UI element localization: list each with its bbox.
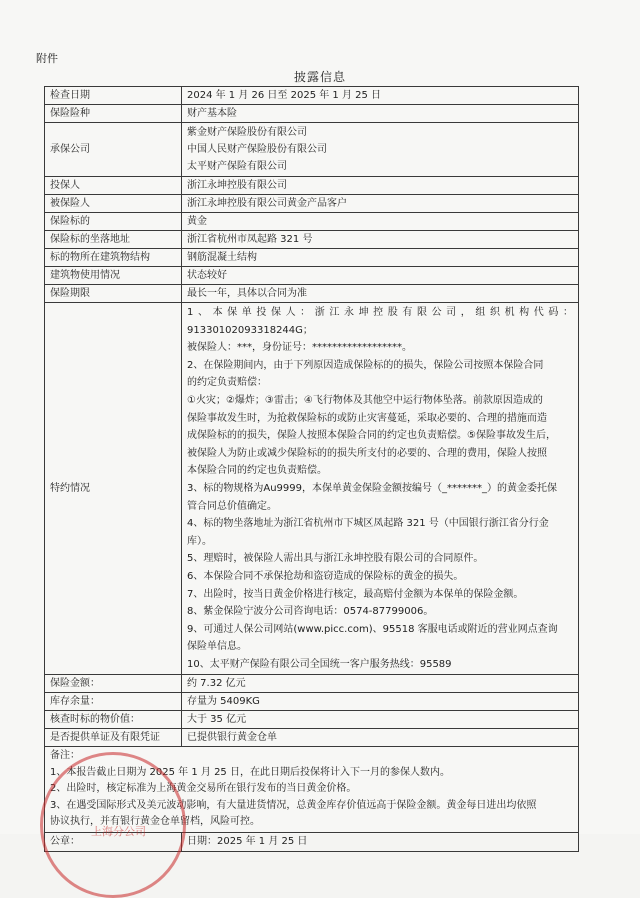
clause-line: 的约定负责赔偿： xyxy=(187,377,267,389)
cell-label: 检查日期 xyxy=(45,87,182,105)
clause-line: 9、可通过人保公司网站(www.picc.com)、95518 客服电话或附近的营业网点查询 xyxy=(187,623,558,635)
note-line: 1、本报告截止日期为 2025 年 1 月 25 日，在此日期后投保将计入下一月的参保人数内。 xyxy=(50,766,450,778)
clause-line: 8、紫金保险宁波分公司咨询电话：0574-87799006。 xyxy=(187,606,434,618)
row-stock xyxy=(45,693,579,711)
cell-value: 钢筋混凝土结构 xyxy=(182,249,579,267)
seal-text: 上海分公司 xyxy=(91,825,146,838)
cell-value: 浙江省杭州市凤起路 321 号 xyxy=(182,231,579,249)
row-location xyxy=(45,231,579,249)
insurer-line: 紫金财产保险股份有限公司 xyxy=(187,127,307,138)
row-policyholder xyxy=(45,177,579,195)
clause-line: 5、理赔时，被保险人需出具与浙江永坤控股有限公司的合同原件。 xyxy=(187,553,484,565)
cell-label: 被保险人 xyxy=(45,195,182,213)
cell-value: 约 7.32 亿元 xyxy=(182,675,579,693)
clause-line: 库）。 xyxy=(187,535,212,547)
clause-line: 3、标的物规格为Au9999，本保单黄金保险金额按编号（_*******_）的黄金委托保 xyxy=(187,482,557,494)
cell-value: 黄金 xyxy=(182,213,579,231)
clause-line: 被保险人为防止或减少保险标的的损失所支付的必要的、合理的费用，保险人按照 xyxy=(187,447,547,459)
row-notes xyxy=(45,747,579,833)
row-insured xyxy=(45,195,579,213)
cell-label: 是否提供单证及有限凭证 xyxy=(45,729,182,747)
cell-value: 大于 35 亿元 xyxy=(182,711,579,729)
clause-line: 保险单信息。 xyxy=(187,641,247,653)
note-line: 2、出险时，核定标准为上海黄金交易所在银行发布的当日黄金价格。 xyxy=(50,783,357,795)
row-special-terms xyxy=(45,303,579,675)
cell-label: 承保公司 xyxy=(45,123,182,177)
row-period xyxy=(45,285,579,303)
cell-value: 已提供银行黄金仓单 xyxy=(182,729,579,747)
disclosure-table xyxy=(44,86,579,852)
clause-line: ①火灾；②爆炸；③雷击；④飞行物体及其他空中运行物体坠落。前款原因造成的 xyxy=(187,394,543,406)
clause-line: 管合同总价值确定。 xyxy=(187,500,277,512)
row-insurance-type xyxy=(45,105,579,123)
row-subject xyxy=(45,213,579,231)
cell-value: 最长一年，具体以合同为准 xyxy=(182,285,579,303)
cell-value: 浙江永坤控股有限公司 xyxy=(182,177,579,195)
clause-line: 7、出险时，按当日黄金价格进行核定，最高赔付金额为本保单的保险金额。 xyxy=(187,588,524,600)
row-building-use xyxy=(45,267,579,285)
clause-line: 4、标的物坐落地址为浙江省杭州市下城区凤起路 321 号（中国银行浙江省分行金 xyxy=(187,518,549,530)
cell-value: 财产基本险 xyxy=(182,105,579,123)
cell-label: 核查时标的物价值： xyxy=(45,711,182,729)
cell-label: 投保人 xyxy=(45,177,182,195)
row-check-date xyxy=(45,87,579,105)
note-line: 协议执行，并有银行黄金仓单留档，风险可控。 xyxy=(50,816,260,828)
cell-label: 保险金额： xyxy=(45,675,182,693)
note-line: 3、在遇受国际形式及美元波动影响，有大量进货情况，总黄金库存价值远高于保险金额。黄金每日进出均依照 xyxy=(50,799,537,811)
row-warehouse xyxy=(45,729,579,747)
cell-value xyxy=(182,123,579,177)
cell-value xyxy=(182,303,579,675)
date-value: 日期：2025 年 1 月 25 日 xyxy=(182,832,579,851)
clause-line: 成保险标的的损失，保险人按照本保险合同的约定也负责赔偿。⑤保险事故发生后， xyxy=(187,430,556,442)
cell-label: 保险期限 xyxy=(45,285,182,303)
cell-label: 标的物所在建筑物结构 xyxy=(45,249,182,267)
cell-value: 状态较好 xyxy=(182,267,579,285)
row-amount xyxy=(45,675,579,693)
cell-value: 浙江永坤控股有限公司黄金产品客户 xyxy=(182,195,579,213)
row-insurers xyxy=(45,123,579,177)
row-value xyxy=(45,711,579,729)
notes-cell xyxy=(45,747,579,833)
clause-line: 2、在保险期间内，由于下列原因造成保险标的的损失，保险公司按照本保险合同 xyxy=(187,359,544,371)
insurer-line: 中国人民财产保险股份有限公司 xyxy=(187,144,327,155)
cell-label: 保险标的坐落地址 xyxy=(45,231,182,249)
row-structure xyxy=(45,249,579,267)
cell-value: 存量为 5409KG xyxy=(182,693,579,711)
clause-line: 6、本保险合同不承保抢劫和盗窃造成的保险标的黄金的损失。 xyxy=(187,570,464,582)
clause-line: 被保险人：***，身份证号：******************。 xyxy=(187,342,412,354)
cell-label: 库存余量： xyxy=(45,693,182,711)
clause-line: 1、本保单投保人：浙江永坤控股有限公司，组织机构代码：91330102093318244G； xyxy=(187,307,573,336)
cell-label: 保险险种 xyxy=(45,105,182,123)
notes-heading: 备注： xyxy=(50,750,80,762)
cell-label: 建筑物使用情况 xyxy=(45,267,182,285)
annex-label: 附件 xyxy=(36,52,58,65)
clause-line: 保险事故发生时，为抢救保险标的或防止灾害蔓延，采取必要的、合理的措施而造 xyxy=(187,412,547,424)
cell-label: 保险标的 xyxy=(45,213,182,231)
cell-value: 2024 年 1 月 26 日至 2025 年 1 月 25 日 xyxy=(182,87,579,105)
insurer-line: 太平财产保险有限公司 xyxy=(187,161,287,172)
row-footer xyxy=(45,832,579,851)
page-title: 披露信息 xyxy=(293,70,346,84)
clause-line: 10、太平财产保险有限公司全国统一客户服务热线：95589 xyxy=(187,658,452,670)
cell-label: 特约情况 xyxy=(45,303,182,675)
clause-line: 本保险合同的约定也负责赔偿。 xyxy=(187,465,327,477)
seal-label: 公章： xyxy=(45,832,182,851)
